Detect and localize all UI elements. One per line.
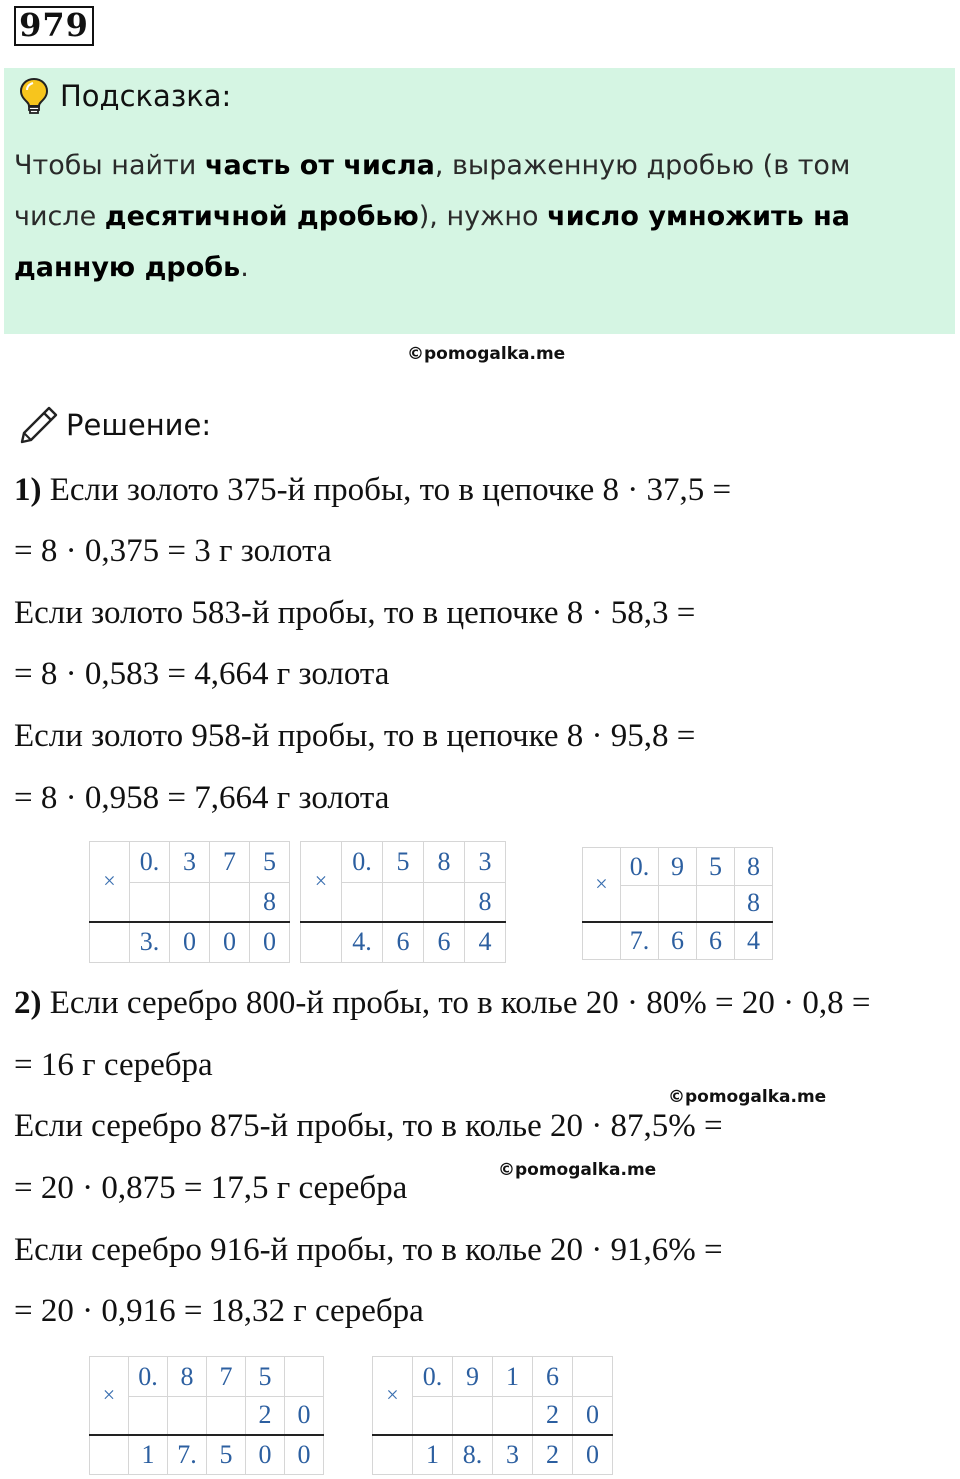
digit-cell <box>413 1397 453 1435</box>
hint-title: Подсказка: <box>60 79 232 113</box>
digit-cell: 4 <box>735 922 773 960</box>
multiplication-table <box>372 1356 613 1475</box>
digit-cell <box>383 883 424 922</box>
hint-text <box>14 140 914 293</box>
solution-line: = 20 · 0,916 = 18,32 г серебра <box>14 1293 424 1329</box>
digit-cell: 0 <box>170 922 210 963</box>
multiply-sign: × <box>583 848 621 922</box>
solution-line: = 16 г серебра <box>14 1047 213 1083</box>
empty-cell <box>373 1435 413 1475</box>
digit-cell: 5 <box>383 842 424 883</box>
empty-cell <box>90 922 130 963</box>
digit-cell: 2 <box>246 1397 285 1435</box>
digit-cell: 7 <box>210 842 250 883</box>
digit-cell <box>170 883 210 922</box>
digit-cell: 7 <box>207 1357 246 1397</box>
solution-line: Если серебро 916-й пробы, то в колье 20 · 91,6% = <box>14 1232 723 1268</box>
multiply-sign: × <box>90 842 130 922</box>
digit-cell: 8 <box>250 883 290 922</box>
empty-cell <box>90 1435 129 1475</box>
solution-line: = 8 · 0,583 = 4,664 г золота <box>14 656 390 692</box>
digit-cell: 9 <box>659 848 697 886</box>
watermark: ©pomogalka.me <box>668 1087 827 1107</box>
digit-cell: 0. <box>342 842 383 883</box>
digit-cell <box>573 1357 613 1397</box>
digit-cell <box>659 886 697 922</box>
solution-line: = 8 · 0,375 = 3 г золота <box>14 533 332 569</box>
digit-cell: 3. <box>130 922 170 963</box>
line-text: Если серебро 800-й пробы, то в колье 20 · 80% = 20 · 0,8 = <box>41 985 871 1021</box>
digit-cell: 5 <box>250 842 290 883</box>
part-label: 2) <box>14 985 42 1021</box>
hint-header <box>18 76 231 116</box>
digit-cell: 0 <box>285 1397 324 1435</box>
watermark: ©pomogalka.me <box>407 344 566 364</box>
part-label: 1) <box>14 472 42 508</box>
digit-cell: 7. <box>168 1435 207 1475</box>
digit-cell: 9 <box>453 1357 493 1397</box>
digit-cell: 0. <box>130 842 170 883</box>
digit-cell: 0 <box>573 1435 613 1475</box>
empty-cell <box>583 922 621 960</box>
digit-cell: 6 <box>424 922 465 963</box>
digit-cell: 0. <box>621 848 659 886</box>
digit-cell: 3 <box>493 1435 533 1475</box>
hint-text-part: ), нужно <box>418 201 548 232</box>
digit-cell: 8 <box>424 842 465 883</box>
problem-number: 979 <box>14 6 94 46</box>
digit-cell <box>129 1397 168 1435</box>
hint-text-part: Чтобы найти <box>14 150 205 181</box>
digit-cell: 1 <box>493 1357 533 1397</box>
digit-cell: 2 <box>533 1435 573 1475</box>
digit-cell: 2 <box>533 1397 573 1435</box>
digit-cell <box>210 883 250 922</box>
hint-text-part: числе <box>14 201 105 232</box>
digit-cell: 7. <box>621 922 659 960</box>
digit-cell: 6 <box>659 922 697 960</box>
digit-cell: 8 <box>465 883 506 922</box>
hint-term: десятичной дробью <box>104 201 419 232</box>
solution-header <box>18 402 211 448</box>
pencil-icon <box>18 404 60 446</box>
hint-term: число умножить на <box>547 201 851 232</box>
line-text: Если золото 375-й пробы, то в цепочке 8 · 37,5 = <box>41 472 732 508</box>
digit-cell: 0 <box>285 1435 324 1475</box>
solution-title: Решение: <box>66 408 212 442</box>
digit-cell: 6 <box>697 922 735 960</box>
multiply-sign: × <box>90 1357 129 1435</box>
digit-cell <box>285 1357 324 1397</box>
multiplication-table <box>300 841 506 963</box>
digit-cell: 0 <box>210 922 250 963</box>
solution-line: = 20 · 0,875 = 17,5 г серебра <box>14 1170 408 1206</box>
digit-cell: 0. <box>413 1357 453 1397</box>
multiplication-table <box>582 847 773 960</box>
digit-cell: 8 <box>735 886 773 922</box>
digit-cell: 8. <box>453 1435 493 1475</box>
digit-cell: 8 <box>735 848 773 886</box>
digit-cell: 0 <box>573 1397 613 1435</box>
digit-cell <box>493 1397 533 1435</box>
digit-cell: 5 <box>207 1435 246 1475</box>
digit-cell: 0 <box>250 922 290 963</box>
digit-cell: 4. <box>342 922 383 963</box>
solution-line: Если золото 583-й пробы, то в цепочке 8 · 58,3 = <box>14 595 696 631</box>
digit-cell: 5 <box>246 1357 285 1397</box>
digit-cell <box>424 883 465 922</box>
solution-line: Если золото 958-й пробы, то в цепочке 8 · 95,8 = <box>14 718 696 754</box>
solution-line <box>14 985 870 1022</box>
solution-line: = 8 · 0,958 = 7,664 г золота <box>14 780 390 816</box>
multiplication-table <box>89 1356 324 1475</box>
digit-cell: 3 <box>170 842 210 883</box>
digit-cell <box>453 1397 493 1435</box>
watermark: ©pomogalka.me <box>498 1160 657 1180</box>
solution-line <box>14 472 731 509</box>
digit-cell: 6 <box>533 1357 573 1397</box>
multiply-sign: × <box>373 1357 413 1435</box>
multiplication-table <box>89 841 290 963</box>
digit-cell: 0. <box>129 1357 168 1397</box>
hint-text-part: . <box>240 252 249 283</box>
hint-text-part: , выраженную дробью (в том <box>434 150 851 181</box>
digit-cell: 3 <box>465 842 506 883</box>
solution-line: Если серебро 875-й пробы, то в колье 20 · 87,5% = <box>14 1108 723 1144</box>
lightbulb-icon <box>18 77 50 115</box>
digit-cell <box>342 883 383 922</box>
hint-term: данную дробь <box>14 252 241 283</box>
digit-cell: 8 <box>168 1357 207 1397</box>
digit-cell <box>207 1397 246 1435</box>
digit-cell: 6 <box>383 922 424 963</box>
empty-cell <box>301 922 342 963</box>
digit-cell: 0 <box>246 1435 285 1475</box>
digit-cell: 1 <box>129 1435 168 1475</box>
digit-cell: 1 <box>413 1435 453 1475</box>
digit-cell <box>168 1397 207 1435</box>
digit-cell: 5 <box>697 848 735 886</box>
digit-cell <box>621 886 659 922</box>
digit-cell: 4 <box>465 922 506 963</box>
multiply-sign: × <box>301 842 342 922</box>
digit-cell <box>697 886 735 922</box>
hint-term: часть от числа <box>204 150 435 181</box>
digit-cell <box>130 883 170 922</box>
